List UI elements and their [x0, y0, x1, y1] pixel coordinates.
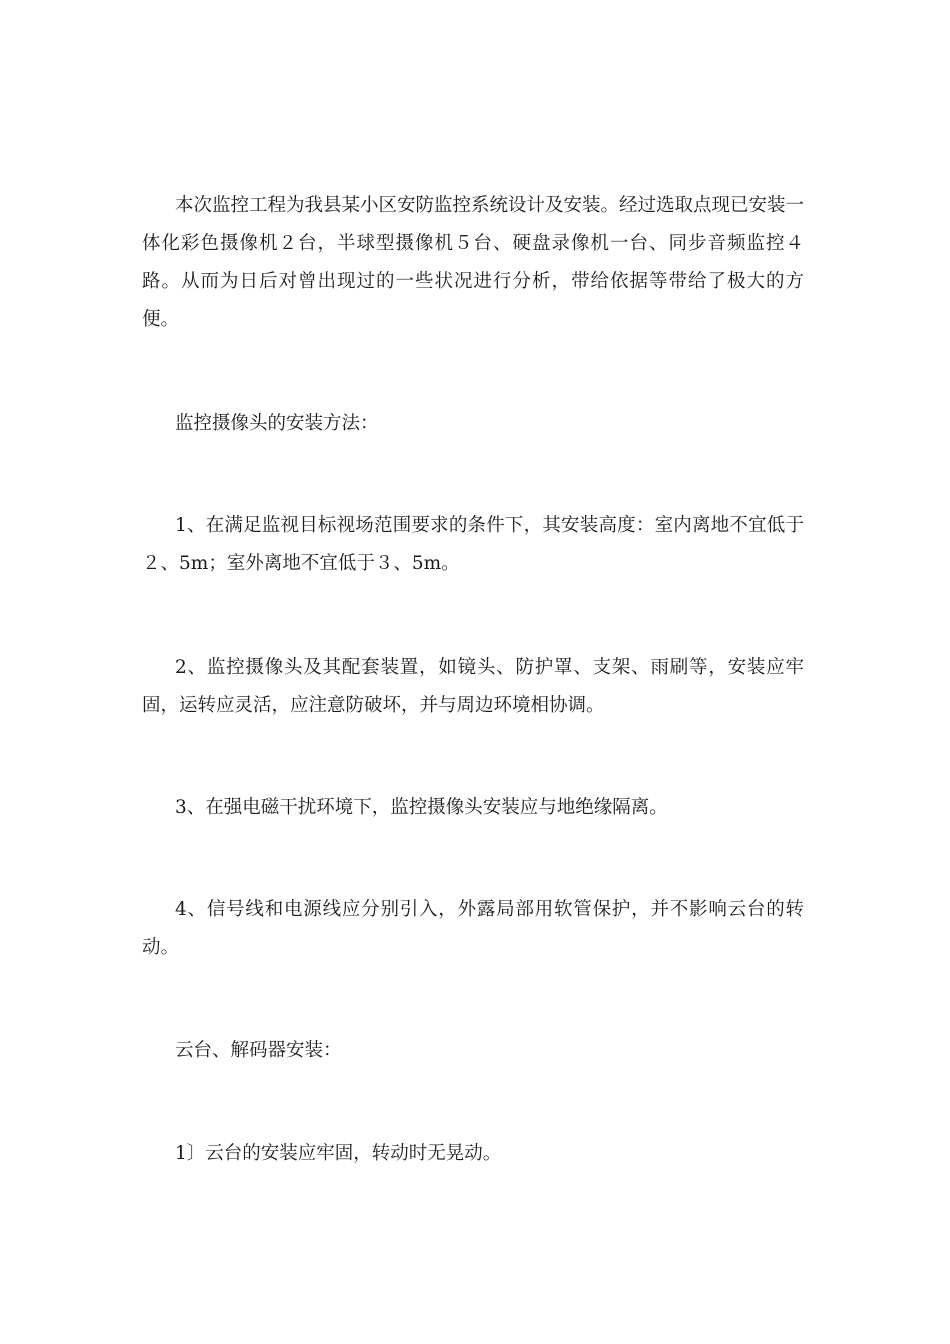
paragraph-item-1-installation-height: 1、在满足监视目标视场范围要求的条件下，其安装高度：室内离地不宜低于２、5m；室外离地不宜低于３、5m。 [142, 515, 804, 574]
heading-camera-installation-method: 监控摄像头的安装方法： [175, 413, 379, 434]
paragraph-item-2-mounting: 2、监控摄像头及其配套装置，如镜头、防护罩、支架、雨刷等，安装应牢固，运转应灵活，应注意防破坏，并与周边环境相协调。 [142, 657, 804, 716]
heading-ptz-decoder-installation: 云台、解码器安装： [175, 1040, 342, 1061]
paragraph-ptz-item-1: 1〕云台的安装应牢固，转动时无晃动。 [175, 1143, 502, 1164]
paragraph-project-overview: 本次监控工程为我县某小区安防监控系统设计及安装。经过选取点现已安装一体化彩色摄像机２台，半球型摄像机５台、硬盘录像机一台、同步音频监控４路。从而为日后对曾出现过的一些状况进行分析，带给依据等带给了极大的方便。 [142, 195, 805, 330]
paragraph-item-3-isolation: 3、在强电磁干扰环境下，监控摄像头安装应与地绝缘隔离。 [175, 797, 668, 818]
paragraph-item-4-cabling: 4、信号线和电源线应分别引入，外露局部用软管保护，并不影响云台的转动。 [142, 899, 804, 958]
